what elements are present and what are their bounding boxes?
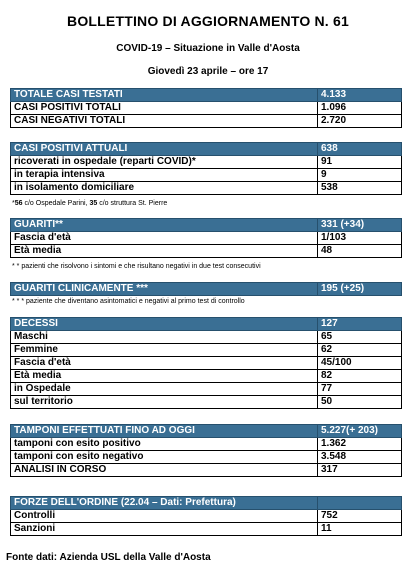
table-row (11, 232, 402, 245)
row-label: FORZE DELL'ORDINE (22.04 – Dati: Prefettura) (11, 497, 318, 510)
row-label: Maschi (11, 331, 318, 344)
table-header-row (11, 219, 402, 232)
row-label: tamponi con esito positivo (11, 438, 318, 451)
row-value: 50 (318, 396, 402, 409)
footnote-guariti-clinicamente: * * * paziente che diventano asintomatici e negativi al primo test di controllo (12, 298, 245, 305)
row-label: sul territorio (11, 396, 318, 409)
table-row (11, 245, 402, 258)
footnote-marker: * (12, 200, 15, 207)
table-header-row (11, 283, 402, 296)
table-totale-casi (10, 88, 402, 128)
table-row (11, 182, 402, 195)
table-row (11, 438, 402, 451)
row-value: 195 (+25) (318, 283, 402, 296)
row-value: 638 (318, 143, 402, 156)
row-value: 538 (318, 182, 402, 195)
table-row (11, 510, 402, 523)
table-header-row (11, 425, 402, 438)
table-row (11, 451, 402, 464)
row-label: Sanzioni (11, 523, 318, 536)
page-title: BOLLETTINO DI AGGIORNAMENTO N. 61 (67, 13, 349, 29)
row-label: GUARITI CLINICAMENTE *** (11, 283, 318, 296)
row-label: Fascia d'età (11, 232, 318, 245)
row-value: 91 (318, 156, 402, 169)
table-row (11, 344, 402, 357)
row-value: 4.133 (318, 89, 402, 102)
row-label: in terapia intensiva (11, 169, 318, 182)
footnote-text: c/o struttura St. Pierre (97, 200, 168, 207)
table-header-row (11, 497, 402, 510)
row-label: in isolamento domiciliare (11, 182, 318, 195)
row-value: 48 (318, 245, 402, 258)
row-label: CASI POSITIVI TOTALI (11, 102, 318, 115)
page-subtitle: COVID-19 – Situazione in Valle d'Aosta (116, 43, 300, 54)
data-source-footer: Fonte dati: Azienda USL della Valle d'Aosta (6, 552, 211, 563)
table-row (11, 169, 402, 182)
footnote-text: c/o Ospedale Parini, (22, 200, 90, 207)
table-row (11, 370, 402, 383)
row-value: 127 (318, 318, 402, 331)
row-value: 11 (318, 523, 402, 536)
row-value: 1.096 (318, 102, 402, 115)
table-header-row (11, 89, 402, 102)
row-label: CASI NEGATIVI TOTALI (11, 115, 318, 128)
row-value (318, 497, 402, 510)
row-value: 3.548 (318, 451, 402, 464)
table-decessi (10, 317, 402, 409)
row-label: TOTALE CASI TESTATI (11, 89, 318, 102)
table-row (11, 115, 402, 128)
row-label: TAMPONI EFFETTUATI FINO AD OGGI (11, 425, 318, 438)
row-value: 82 (318, 370, 402, 383)
table-row (11, 156, 402, 169)
footnote-number: 56 (14, 200, 23, 207)
table-forze-ordine (10, 496, 402, 536)
table-tamponi (10, 424, 402, 477)
table-row (11, 523, 402, 536)
footnote-ospedale (12, 200, 167, 207)
row-label: DECESSI (11, 318, 318, 331)
row-label: Controlli (11, 510, 318, 523)
row-value: 77 (318, 383, 402, 396)
row-label: Età media (11, 245, 318, 258)
row-value: 1/103 (318, 232, 402, 245)
row-label: Femmine (11, 344, 318, 357)
table-header-row (11, 318, 402, 331)
row-label: ricoverati in ospedale (reparti COVID)* (11, 156, 318, 169)
table-header-row (11, 143, 402, 156)
footnote-guariti: * * pazienti che risolvono i sintomi e che risultano negativi in due test consecutivi (12, 263, 261, 270)
table-row (11, 357, 402, 370)
row-value: 317 (318, 464, 402, 477)
row-label: ANALISI IN CORSO (11, 464, 318, 477)
row-value: 752 (318, 510, 402, 523)
table-row (11, 464, 402, 477)
row-label: Fascia d'età (11, 357, 318, 370)
table-row (11, 331, 402, 344)
footnote-number: 35 (89, 200, 98, 207)
row-value: 9 (318, 169, 402, 182)
table-row (11, 102, 402, 115)
row-value: 65 (318, 331, 402, 344)
table-guariti-clinicamente (10, 282, 402, 296)
row-label: Età media (11, 370, 318, 383)
row-label: GUARITI** (11, 219, 318, 232)
row-value: 45/100 (318, 357, 402, 370)
row-value: 62 (318, 344, 402, 357)
table-row (11, 383, 402, 396)
table-row (11, 396, 402, 409)
bulletin-date: Giovedì 23 aprile – ore 17 (147, 66, 269, 77)
row-value: 2.720 (318, 115, 402, 128)
row-value: 1.362 (318, 438, 402, 451)
row-value: 5.227(+ 203) (318, 425, 402, 438)
table-positivi-attuali (10, 142, 402, 195)
row-label: tamponi con esito negativo (11, 451, 318, 464)
row-label: in Ospedale (11, 383, 318, 396)
row-label: CASI POSITIVI ATTUALI (11, 143, 318, 156)
row-value: 331 (+34) (318, 219, 402, 232)
table-guariti (10, 218, 402, 258)
